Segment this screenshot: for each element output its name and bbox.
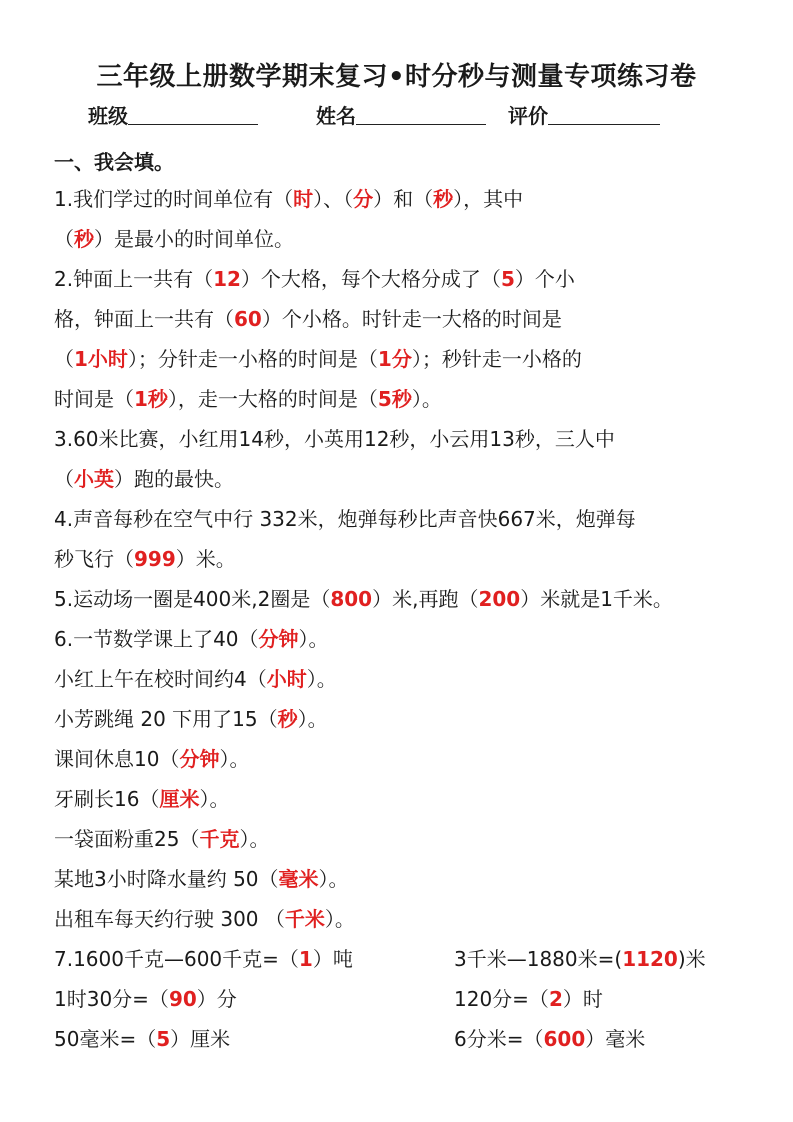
question-text: ），其中 xyxy=(453,187,524,211)
answer: 2 xyxy=(548,987,563,1011)
answer: 5秒 xyxy=(377,387,412,411)
answer: 999 xyxy=(134,547,176,571)
question-text: （ xyxy=(54,467,74,491)
question-6-line-1 xyxy=(54,624,329,654)
question-text: 格，钟面上一共有（ xyxy=(54,307,234,331)
question-6-line-7 xyxy=(54,864,349,894)
question-text: 牙刷长16（ xyxy=(54,787,160,811)
question-2-line-1 xyxy=(54,264,575,294)
question-7-item xyxy=(454,944,706,974)
answer: 分钟 xyxy=(179,747,220,771)
question-7-item xyxy=(54,1024,230,1054)
question-text: 1.我们学过的时间单位有（ xyxy=(54,187,294,211)
answer: 1小时 xyxy=(74,347,128,371)
question-5-line xyxy=(54,584,673,614)
answer: 1秒 xyxy=(134,387,168,411)
question-text: 6分米=（ xyxy=(454,1027,544,1051)
name-field[interactable] xyxy=(316,100,486,129)
question-text: ）。 xyxy=(298,627,329,651)
question-text: ）个小 xyxy=(514,267,575,291)
question-text: 课间休息10（ xyxy=(54,747,180,771)
question-2-line-2 xyxy=(54,304,562,334)
question-2-line-3 xyxy=(54,344,582,374)
class-blank[interactable] xyxy=(128,104,258,125)
answer: 5 xyxy=(156,1027,171,1051)
eval-field[interactable] xyxy=(508,100,660,129)
question-text: ）厘米 xyxy=(170,1027,231,1051)
question-text: )米 xyxy=(677,947,706,971)
question-2-line-4 xyxy=(54,384,442,414)
answer: 200 xyxy=(478,587,521,611)
question-text: ）；分针走一小格的时间是（ xyxy=(127,347,378,371)
question-4-line-1: 4.声音每秒在空气中行 332米，炮弹每秒比声音快667米，炮弹每 xyxy=(54,507,636,531)
question-text: ）。 xyxy=(411,387,442,411)
question-text: 5.运动场一圈是400米,2圈是（ xyxy=(54,587,331,611)
question-text: 3千米—1880米=( xyxy=(454,947,623,971)
answer: 秒 xyxy=(277,707,298,731)
question-text: ）；秒针走一小格的 xyxy=(411,347,582,371)
question-text: ）吨 xyxy=(312,947,353,971)
class-label: 班级 xyxy=(88,104,128,128)
answer: 厘米 xyxy=(159,787,200,811)
answer: 90 xyxy=(168,987,197,1011)
question-6-line-5 xyxy=(54,784,229,814)
question-text: 120分=（ xyxy=(454,987,549,1011)
answer: 600 xyxy=(543,1027,586,1051)
answer: 小英 xyxy=(74,467,114,491)
answer: 时 xyxy=(293,187,314,211)
answer: 12 xyxy=(213,267,241,291)
question-text: ）。 xyxy=(297,707,328,731)
question-text: 秒飞行（ xyxy=(54,547,134,571)
answer: 分钟 xyxy=(258,627,299,651)
question-text: 小芳跳绳 20 下用了15（ xyxy=(54,707,278,731)
question-6-line-4 xyxy=(54,744,249,774)
answer: 1 xyxy=(298,947,313,971)
question-text: ）毫米 xyxy=(585,1027,646,1051)
question-text: ）。 xyxy=(219,747,250,771)
question-1-line-1 xyxy=(54,184,523,214)
question-text: 7.1600千克—600千克=（ xyxy=(54,947,299,971)
question-text: 某地3小时降水量约 50（ xyxy=(54,867,279,891)
question-1-line-2 xyxy=(54,224,294,254)
answer: 1分 xyxy=(377,347,412,371)
question-6-line-2 xyxy=(54,664,337,694)
question-text: ）。 xyxy=(239,827,270,851)
answer: 秒 xyxy=(74,227,94,251)
answer: 800 xyxy=(330,587,373,611)
eval-label: 评价 xyxy=(508,104,548,128)
question-text: ）米就是1千米。 xyxy=(520,587,673,611)
question-text: ）。 xyxy=(318,867,349,891)
answer: 1120 xyxy=(622,947,678,971)
question-7-item xyxy=(454,1024,645,1054)
question-text: 2.钟面上一共有（ xyxy=(54,267,214,291)
answer: 千克 xyxy=(199,827,240,851)
question-text: ）和（ xyxy=(373,187,434,211)
question-text: ）。 xyxy=(306,667,337,691)
question-text: ）跑的最快。 xyxy=(114,467,234,491)
question-text: 小红上午在校时间约4（ xyxy=(54,667,267,691)
question-7-item xyxy=(454,984,603,1014)
question-text: ）个大格，每个大格分成了（ xyxy=(240,267,501,291)
answer: 秒 xyxy=(433,187,454,211)
question-text: ）个小格。时针走一大格的时间是 xyxy=(261,307,562,331)
answer: 毫米 xyxy=(278,867,319,891)
question-3-line-1: 3.60米比赛，小红用14秒，小英用12秒，小云用13秒，三人中 xyxy=(54,427,615,451)
question-text: 出租车每天约行驶 300 （ xyxy=(54,907,285,931)
question-text: 50毫米=（ xyxy=(54,1027,157,1051)
question-6-line-6 xyxy=(54,824,269,854)
answer: 千米 xyxy=(284,907,325,931)
question-text: ）米。 xyxy=(175,547,236,571)
question-text: 一袋面粉重25（ xyxy=(54,827,200,851)
question-text: 6.一节数学课上了40（ xyxy=(54,627,259,651)
question-7-item xyxy=(54,984,237,1014)
question-text: ），走一大格的时间是（ xyxy=(167,387,378,411)
question-text: ）。 xyxy=(199,787,230,811)
eval-blank[interactable] xyxy=(548,104,660,125)
question-text: ）米,再跑（ xyxy=(372,587,479,611)
question-text: （ xyxy=(54,227,74,251)
question-6-line-8 xyxy=(54,904,355,934)
question-text: ）分 xyxy=(196,987,237,1011)
question-text: （ xyxy=(54,347,74,371)
question-7-item xyxy=(54,944,353,974)
question-text: ）是最小的时间单位。 xyxy=(94,227,294,251)
question-text: 时间是（ xyxy=(54,387,134,411)
question-text: ）、（ xyxy=(313,187,354,211)
question-3-line-2 xyxy=(54,464,234,494)
question-text: ）时 xyxy=(562,987,603,1011)
class-field[interactable] xyxy=(88,100,258,129)
page-title: 三年级上册数学期末复习•时分秒与测量专项练习卷 xyxy=(96,62,697,92)
question-6-line-3 xyxy=(54,704,328,734)
answer: 5 xyxy=(500,267,515,291)
question-text: ）。 xyxy=(324,907,355,931)
section-heading: 一、我会填。 xyxy=(54,150,174,174)
answer: 60 xyxy=(234,307,262,331)
name-label: 姓名 xyxy=(316,104,356,128)
answer: 小时 xyxy=(266,667,307,691)
answer: 分 xyxy=(353,187,374,211)
question-text: 1时30分=（ xyxy=(54,987,169,1011)
name-blank[interactable] xyxy=(356,104,486,125)
question-4-line-2 xyxy=(54,544,236,574)
